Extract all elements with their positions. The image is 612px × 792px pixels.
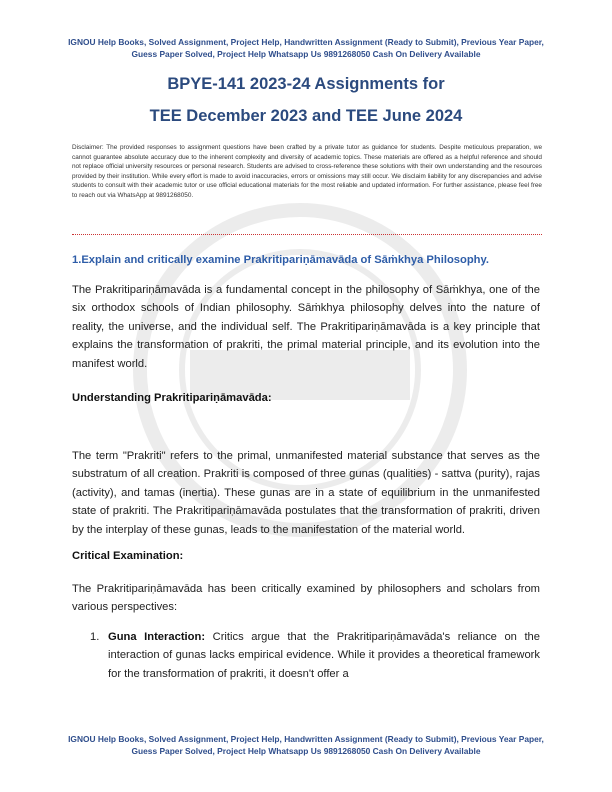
list-item-label: Guna Interaction: xyxy=(108,631,206,643)
understanding-paragraph: The term "Prakriti" refers to the primal, unmanifested material substance that serves as the substratum of all creation. Prakriti is composed of three gunas (qualities) - sattva (purity), rajas (activity), and tamas (inertia). These gunas are in a state of equilibrium in the unmanifested state of prakriti. The Prakritipariṇāmavāda postulates that the transformation of prakriti, driven by the interplay of these gunas, leads to the manifestation of the material world. xyxy=(72,450,540,536)
divider xyxy=(72,234,542,235)
list-item-text: Critics argue that the Prakritipariṇāmavāda's reliance on the interaction of gunas lacks empirical evidence. While it provides a theoretical framework for the transformation of prakriti, it doesn't offer a xyxy=(108,631,540,680)
footer-promo-note: IGNOU Help Books, Solved Assignment, Project Help, Handwritten Assignment (Ready to Submit), Previous Year Paper, Guess Paper Solved, Project Help Whatsapp Us 9891268050 Cash On Delivery Available xyxy=(68,734,544,756)
disclaimer-text: Disclaimer: The provided responses to assignment questions have been crafted by a private tutor as guidance for students. Despite meticulous preparation, we cannot guarantee absolute accuracy due to the inherent complexity and diversity of academic topics. These materials are offered as a helpful reference and should not replace official university resources or personal research. Students are advised to cross-reference these solutions with their own understanding and the resources provided by their institution. While every effort is made to avoid inaccuracies, errors or omissions may still occur. We disclaim liability for any discrepancies and advise students to consult with their academic tutor or use official educational materials for the most reliable and updated information. For further assistance, please feel free to reach out via WhatsApp at 9891268050. xyxy=(72,144,542,199)
critical-intro-paragraph: The Prakritipariṇāmavāda has been critically examined by philosophers and scholars from various perspectives: xyxy=(72,583,540,614)
section-heading-critical: Critical Examination: xyxy=(72,550,184,562)
list-item xyxy=(90,628,540,683)
page-title: BPYE-141 2023-24 Assignments for xyxy=(167,75,445,93)
question-heading: 1.Explain and critically examine Prakritipariṇāmavāda of Sāṁkhya Philosophy. xyxy=(72,254,490,266)
intro-paragraph: The Prakritipariṇāmavāda is a fundamental concept in the philosophy of Sāṁkhya, one of the six orthodox schools of Indian philosophy. Sāṁkhya philosophy delves into the nature of reality, the universe, and the individual self. The Prakritipariṇāmavāda is a key principle that explains the transformation of prakriti, the primal material principle, and its evolution into the manifest world. xyxy=(72,284,540,370)
header-promo-note: IGNOU Help Books, Solved Assignment, Project Help, Handwritten Assignment (Ready to Submit), Previous Year Paper, Guess Paper Solved, Project Help Whatsapp Us 9891268050 Cash On Delivery Available xyxy=(68,37,544,59)
list-number: 1. xyxy=(90,631,100,643)
section-heading-understanding: Understanding Prakritipariṇāmavāda: xyxy=(72,392,272,404)
page-subtitle: TEE December 2023 and TEE June 2024 xyxy=(149,107,463,125)
